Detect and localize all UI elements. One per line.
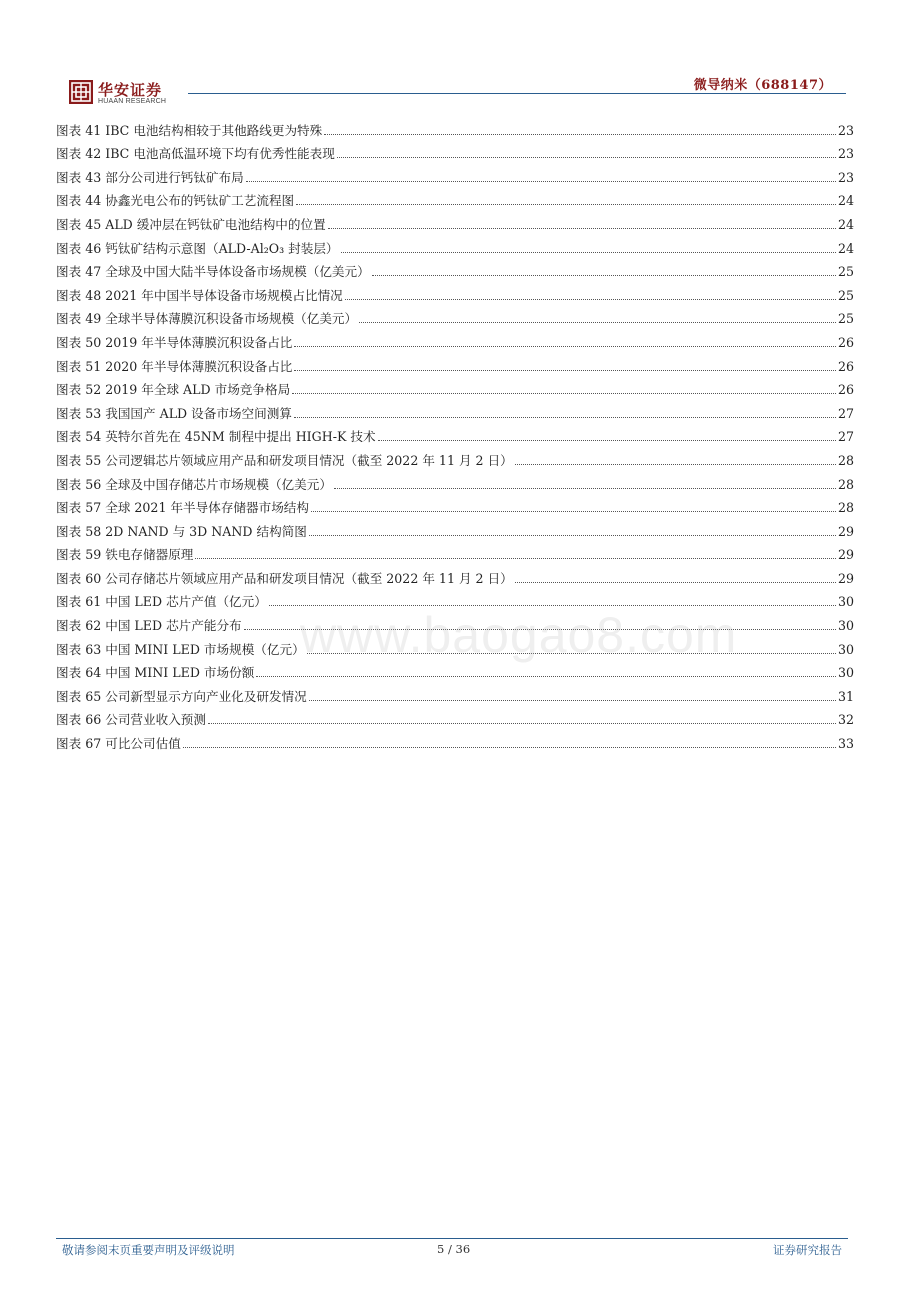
toc-entry[interactable] bbox=[56, 209, 854, 233]
toc-entry-label[interactable]: 图表 66 公司营业收入预测 bbox=[56, 712, 206, 728]
toc-leader-dots bbox=[328, 227, 836, 229]
toc-entry-page[interactable]: 26 bbox=[837, 334, 854, 350]
toc-entry-label[interactable]: 图表 57 全球 2021 年半导体存储器市场结构 bbox=[56, 500, 309, 516]
header-divider bbox=[188, 93, 846, 94]
toc-leader-dots bbox=[309, 534, 836, 536]
toc-entry-label[interactable]: 图表 53 我国国产 ALD 设备市场空间测算 bbox=[56, 405, 292, 421]
toc-entry-label[interactable]: 图表 55 公司逻辑芯片领域应用产品和研发项目情况（截至 2022 年 11 月 2 日） bbox=[56, 452, 513, 468]
toc-entry-page[interactable]: 23 bbox=[837, 146, 854, 162]
toc-entry-page[interactable]: 25 bbox=[837, 311, 854, 327]
toc-leader-dots bbox=[337, 156, 836, 158]
toc-entry-label[interactable]: 图表 51 2020 年半导体薄膜沉积设备占比 bbox=[56, 358, 293, 374]
huaan-logo-icon bbox=[68, 79, 94, 105]
toc-entry-page[interactable]: 30 bbox=[837, 665, 854, 681]
toc-entry[interactable] bbox=[56, 327, 854, 351]
toc-entry-label[interactable]: 图表 63 中国 MINI LED 市场规模（亿元） bbox=[56, 641, 305, 657]
toc-entry[interactable] bbox=[56, 162, 854, 186]
toc-leader-dots bbox=[294, 416, 836, 418]
toc-entry[interactable] bbox=[56, 563, 854, 587]
toc-leader-dots bbox=[292, 392, 836, 394]
toc-entry[interactable] bbox=[56, 728, 854, 752]
logo-chinese-name: 华安证券 bbox=[98, 81, 163, 99]
toc-entry-label[interactable]: 图表 56 全球及中国存储芯片市场规模（亿美元） bbox=[56, 476, 332, 492]
toc-leader-dots bbox=[311, 510, 836, 512]
toc-entry[interactable] bbox=[56, 516, 854, 540]
toc-entry-page[interactable]: 28 bbox=[837, 500, 854, 516]
toc-entry-label[interactable]: 图表 65 公司新型显示方向产业化及研发情况 bbox=[56, 688, 307, 704]
toc-entry-page[interactable]: 32 bbox=[837, 712, 854, 728]
toc-leader-dots bbox=[208, 722, 836, 724]
toc-entry-page[interactable]: 27 bbox=[837, 405, 854, 421]
toc-entry[interactable] bbox=[56, 445, 854, 469]
toc-entry[interactable] bbox=[56, 705, 854, 729]
toc-entry-label[interactable]: 图表 46 钙钛矿结构示意图（ALD-Al₂O₃ 封装层） bbox=[56, 240, 339, 256]
toc-entry-label[interactable]: 图表 42 IBC 电池高低温环境下均有优秀性能表现 bbox=[56, 146, 335, 162]
toc-entry-page[interactable]: 29 bbox=[837, 523, 854, 539]
toc-entry-page[interactable]: 29 bbox=[837, 570, 854, 586]
toc-leader-dots bbox=[515, 463, 836, 465]
toc-entry-page[interactable]: 31 bbox=[837, 688, 854, 704]
toc-entry-label[interactable]: 图表 45 ALD 缓冲层在钙钛矿电池结构中的位置 bbox=[56, 216, 326, 232]
toc-entry-label[interactable]: 图表 43 部分公司进行钙钛矿布局 bbox=[56, 169, 244, 185]
toc-leader-dots bbox=[345, 298, 836, 300]
toc-entry[interactable] bbox=[56, 469, 854, 493]
toc-entry[interactable] bbox=[56, 115, 854, 139]
toc-leader-dots bbox=[309, 699, 836, 701]
toc-entry-label[interactable]: 图表 59 铁电存储器原理 bbox=[56, 547, 194, 563]
toc-entry-label[interactable]: 图表 44 协鑫光电公布的钙钛矿工艺流程图 bbox=[56, 193, 295, 209]
toc-leader-dots bbox=[324, 133, 836, 135]
toc-entry[interactable] bbox=[56, 422, 854, 446]
toc-entry[interactable] bbox=[56, 493, 854, 517]
toc-entry-page[interactable]: 25 bbox=[837, 287, 854, 303]
toc-entry[interactable] bbox=[56, 280, 854, 304]
toc-entry-page[interactable]: 30 bbox=[837, 641, 854, 657]
toc-entry-page[interactable]: 30 bbox=[837, 594, 854, 610]
toc-leader-dots bbox=[246, 180, 836, 182]
huaan-logo bbox=[68, 79, 180, 109]
toc-leader-dots bbox=[256, 675, 836, 677]
toc-entry[interactable] bbox=[56, 351, 854, 375]
page-header bbox=[0, 0, 920, 112]
toc-entry-label[interactable]: 图表 49 全球半导体薄膜沉积设备市场规模（亿美元） bbox=[56, 311, 358, 327]
toc-entry-label[interactable]: 图表 58 2D NAND 与 3D NAND 结构简图 bbox=[56, 523, 307, 539]
toc-entry-label[interactable]: 图表 41 IBC 电池结构相较于其他路线更为特殊 bbox=[56, 122, 323, 138]
toc-entry[interactable] bbox=[56, 681, 854, 705]
toc-entry[interactable] bbox=[56, 139, 854, 163]
toc-entry-page[interactable]: 33 bbox=[837, 736, 854, 752]
toc-entry[interactable] bbox=[56, 398, 854, 422]
toc-leader-dots bbox=[294, 345, 836, 347]
toc-leader-dots bbox=[359, 321, 836, 323]
toc-entry-page[interactable]: 23 bbox=[837, 122, 854, 138]
toc-entry-label[interactable]: 图表 52 2019 年全球 ALD 市场竞争格局 bbox=[56, 382, 291, 398]
toc-entry[interactable] bbox=[56, 375, 854, 399]
toc-leader-dots bbox=[334, 487, 836, 489]
toc-leader-dots bbox=[296, 203, 836, 205]
toc-leader-dots bbox=[515, 581, 836, 583]
toc-entry[interactable] bbox=[56, 186, 854, 210]
toc-entry-page[interactable]: 25 bbox=[837, 264, 854, 280]
toc-entry-label[interactable]: 图表 60 公司存储芯片领域应用产品和研发项目情况（截至 2022 年 11 月 2 日） bbox=[56, 570, 513, 586]
toc-entry-label[interactable]: 图表 50 2019 年半导体薄膜沉积设备占比 bbox=[56, 334, 293, 350]
toc-entry-page[interactable]: 29 bbox=[837, 547, 854, 563]
toc-entry-page[interactable]: 28 bbox=[837, 476, 854, 492]
toc-leader-dots bbox=[341, 251, 836, 253]
toc-entry-label[interactable]: 图表 62 中国 LED 芯片产能分布 bbox=[56, 618, 242, 634]
toc-entry-label[interactable]: 图表 61 中国 LED 芯片产值（亿元） bbox=[56, 594, 267, 610]
footer-divider bbox=[56, 1238, 848, 1239]
toc-entry-page[interactable]: 30 bbox=[837, 618, 854, 634]
toc-entry-label[interactable]: 图表 64 中国 MINI LED 市场份额 bbox=[56, 665, 255, 681]
toc-entry-label[interactable]: 图表 48 2021 年中国半导体设备市场规模占比情况 bbox=[56, 287, 343, 303]
toc-leader-dots bbox=[294, 369, 836, 371]
toc-entry-label[interactable]: 图表 47 全球及中国大陆半导体设备市场规模（亿美元） bbox=[56, 264, 370, 280]
toc-entry-page[interactable]: 24 bbox=[837, 240, 854, 256]
footer-report-type: 证券研究报告 bbox=[773, 1243, 842, 1257]
toc-entry-label[interactable]: 图表 54 英特尔首先在 45NM 制程中提出 HIGH-K 技术 bbox=[56, 429, 376, 445]
page-number: 5 / 36 bbox=[437, 1242, 471, 1256]
logo-english-name: HUAAN RESEARCH bbox=[98, 98, 167, 105]
toc-entry-page[interactable]: 26 bbox=[837, 382, 854, 398]
toc-entry-page[interactable]: 24 bbox=[837, 216, 854, 232]
toc-leader-dots bbox=[183, 746, 836, 748]
toc-entry[interactable] bbox=[56, 233, 854, 257]
toc-leader-dots bbox=[378, 439, 836, 441]
toc-entry-page[interactable]: 27 bbox=[837, 429, 854, 445]
toc-entry-page[interactable]: 28 bbox=[837, 452, 854, 468]
toc-leader-dots bbox=[195, 557, 836, 559]
footer-disclaimer: 敬请参阅末页重要声明及评级说明 bbox=[62, 1243, 235, 1257]
toc-entry[interactable] bbox=[56, 304, 854, 328]
report-company-title: 微导纳米（688147） bbox=[693, 78, 832, 93]
watermark: www.baogao8.com bbox=[300, 607, 738, 663]
toc-entry-label[interactable]: 图表 67 可比公司估值 bbox=[56, 736, 181, 752]
toc-entry-page[interactable]: 24 bbox=[837, 193, 854, 209]
toc-entry[interactable] bbox=[56, 540, 854, 564]
toc-entry-page[interactable]: 23 bbox=[837, 169, 854, 185]
toc-entry-page[interactable]: 26 bbox=[837, 358, 854, 374]
toc-leader-dots bbox=[372, 274, 836, 276]
toc-entry[interactable] bbox=[56, 257, 854, 281]
